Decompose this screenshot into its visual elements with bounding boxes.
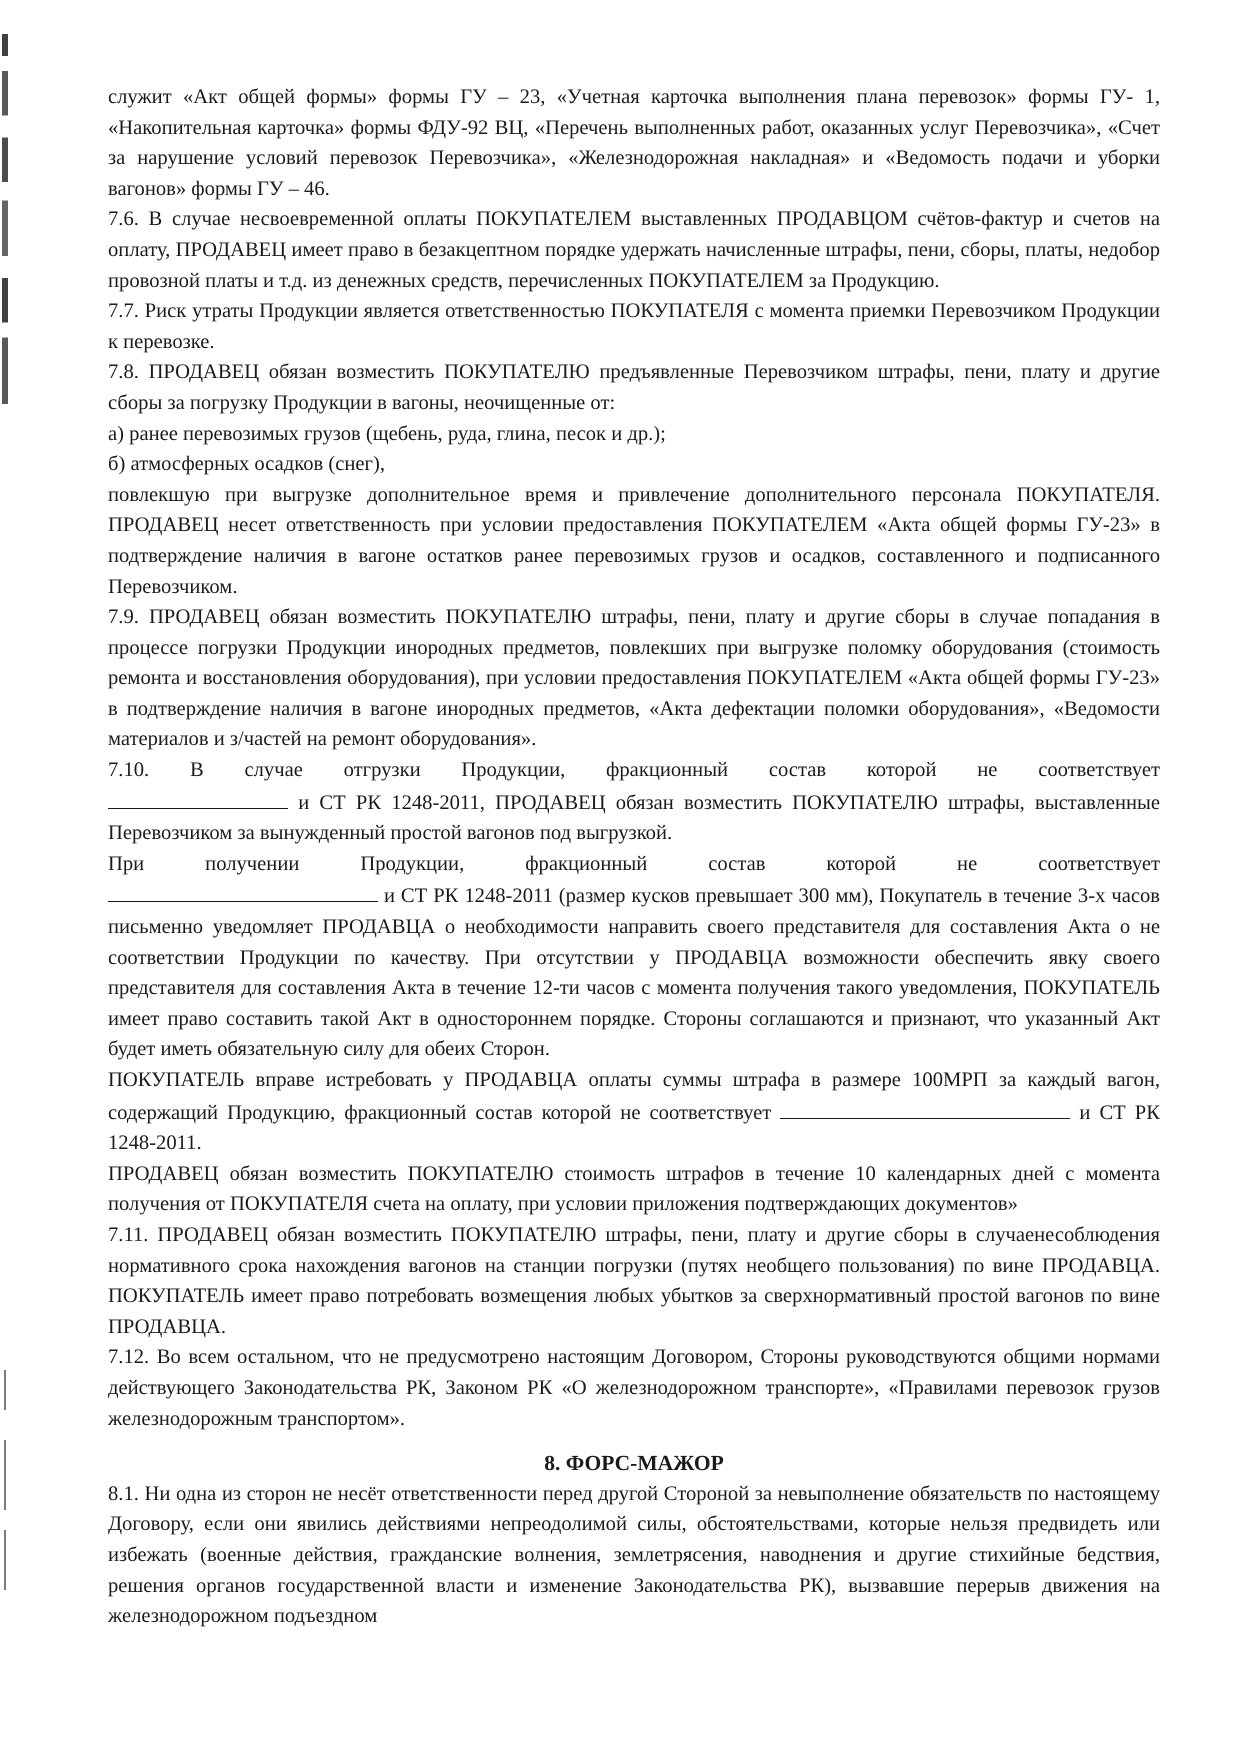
scan-margin-artifact xyxy=(4,1440,6,1510)
receipt-body xyxy=(108,879,1160,1065)
clause-7-8-continuation: повлекшую при выгрузке дополнительное время и привлечение дополнительного персонала ПОКУПАТЕЛЯ. ПРОДАВЕЦ несет ответственность при условии предоставления ПОКУПАТЕЛЕМ «Акта общей формы ГУ-23» в подтверждение наличия в вагоне остатков ранее перевозимых грузов и осадков, составленного и подписанного Перевозчиком. xyxy=(108,483,1160,598)
clause-7-7: 7.7. Риск утраты Продукции является ответственностью ПОКУПАТЕЛЯ с момента приемки Перевозчиком Продукции к перевозке. xyxy=(108,300,1160,353)
scan-margin-artifact xyxy=(2,34,8,404)
clause-8-1: 8.1. Ни одна из сторон не несёт ответственности перед другой Стороной за невыполнение обязательств по настоящему Договору, если они явились действиями непреодолимой силы, обстоятельствами, которые нельзя предвидеть или избежать (военные действия, гражданские волнения, землетрясения, наводнения и другие стихийные бедствия, решения органов государственной власти и изменение Законодательства РК), вызвавшие перерыв движения на железнодорожном подъездном xyxy=(108,1482,1160,1628)
clause-7-11: 7.11. ПРОДАВЕЦ обязан возместить ПОКУПАТЕЛЮ штрафы, пени, плату и другие сборы в случаенесоблюдения нормативного срока нахождения вагонов на станции погрузки (путях необщего пользования) по вине ПРОДАВЦА. ПОКУПАТЕЛЬ имеет право потребовать возмещения любых убытков за сверхнормативный простой вагонов по вине ПРОДАВЦА. xyxy=(108,1223,1160,1338)
clause-7-12: 7.12. Во всем остальном, что не предусмотрено настоящим Договором, Стороны руководствуются общими нормами действующего Законодательства РК, Законом РК «О железнодорожном транспорте», «Правилами перевозок грузов железнодорожным транспортом». xyxy=(108,1346,1160,1430)
clause-7-6: 7.6. В случае несвоевременной оплаты ПОКУПАТЕЛЕМ выставленных ПРОДАВЦОМ счётов-фактур и счетов на оплату, ПРОДАВЕЦ имеет право в безакцептном порядке удержать начисленные штрафы, пени, сборы, платы, недобор провозной платы и т.д. из денежных средств, перечисленных ПОКУПАТЕЛЕМ за Продукцию. xyxy=(108,208,1160,292)
penalty-tail: и СТ РК 1248-2011. xyxy=(108,1101,1160,1155)
receipt-text: и СТ РК 1248-2011 (размер кусков превышает 300 мм), Покупатель в течение 3-х часов письменно уведомляет ПРОДАВЦА о необходимости направить своего представителя для составления Акта о не соответствии Продукции по качеству. При отсутствии у ПРОДАВЦА возможности обеспечить явку своего представителя для составления Акта в течение 12-ти часов с момента получения такого уведомления, ПОКУПАТЕЛЬ имеет право составить такой Акт в одностороннем порядке. Стороны соглашаются и признают, что указанный Акт будет иметь обязательную силу для обеих Сторон. xyxy=(108,885,1160,1061)
clause-7-8-item-a: а) ранее перевозимых грузов (щебень, руда, глина, песок и др.); xyxy=(108,422,666,445)
clause-7-10-receipt xyxy=(108,849,1160,1065)
blank-standard-field xyxy=(108,879,378,902)
blank-standard-field xyxy=(780,1096,1070,1119)
clause-7-9: 7.9. ПРОДАВЕЦ обязан возместить ПОКУПАТЕЛЮ штрафы, пени, плату и другие сборы в случае попадания в процессе погрузки Продукции инородных предметов, повлекших при выгрузке поломку оборудования (стоимость ремонта и восстановления оборудования), при условии предоставления ПОКУПАТЕЛЕМ «Акта общей формы ГУ-23» в подтверждение наличия в вагоне инородных предметов, «Акта дефектации поломки оборудования», «Ведомости материалов и з/частей на ремонт оборудования». xyxy=(108,606,1160,751)
compensation-paragraph: ПРОДАВЕЦ обязан возместить ПОКУПАТЕЛЮ стоимость штрафов в течение 10 календарных дней с момента получения от ПОКУПАТЕЛЯ счета на оплату, при условии приложения подтверждающих документов» xyxy=(108,1162,1160,1216)
scan-margin-artifact xyxy=(4,1370,6,1410)
receipt-first-line: При получении Продукции, фракционный состав которой не соответствует xyxy=(108,852,1160,875)
clause-7-10-body xyxy=(108,786,1160,849)
document-page xyxy=(108,82,1160,1632)
penalty-text: ПОКУПАТЕЛЬ вправе истребовать у ПРОДАВЦА оплаты суммы штрафа в размере 100МРП за каждый вагон, содержащий Продукцию, фракционный состав которой не соответствует xyxy=(108,1069,1160,1124)
scan-margin-artifact xyxy=(4,1530,6,1590)
paragraph-continuation: служит «Акт общей формы» формы ГУ – 23, «Учетная карточка выполнения плана перевозок» формы ГУ- 1, «Накопительная карточка» формы ФДУ-92 ВЦ, «Перечень выполненных работ, оказанных услуг Перевозчика», «Счет за нарушение условий перевозок Перевозчика», «Железнодорожная накладная» и «Ведомость подачи и уборки вагонов» формы ГУ – 46. xyxy=(108,86,1160,200)
clause-7-10-first-line: 7.10. В случае отгрузки Продукции, фракционный состав которой не соответствует xyxy=(108,759,1160,782)
clause-7-10 xyxy=(108,755,1160,849)
clause-7-8-item-b: б) атмосферных осадков (снег), xyxy=(108,453,385,476)
clause-7-8: 7.8. ПРОДАВЕЦ обязан возместить ПОКУПАТЕЛЮ предъявленные Перевозчиком штрафы, пени, плату и другие сборы за погрузку Продукции в вагоны, неочищенные от: xyxy=(108,361,1160,414)
penalty-paragraph xyxy=(108,1065,1160,1159)
clause-7-10-text: и СТ РК 1248-2011, ПРОДАВЕЦ обязан возместить ПОКУПАТЕЛЮ штрафы, выставленные Перевозчиком за вынужденный простой вагонов под выгрузкой. xyxy=(108,791,1160,845)
section-heading-force-majeure: 8. ФОРС-МАЖОР xyxy=(544,1451,724,1476)
blank-standard-field xyxy=(108,786,288,809)
